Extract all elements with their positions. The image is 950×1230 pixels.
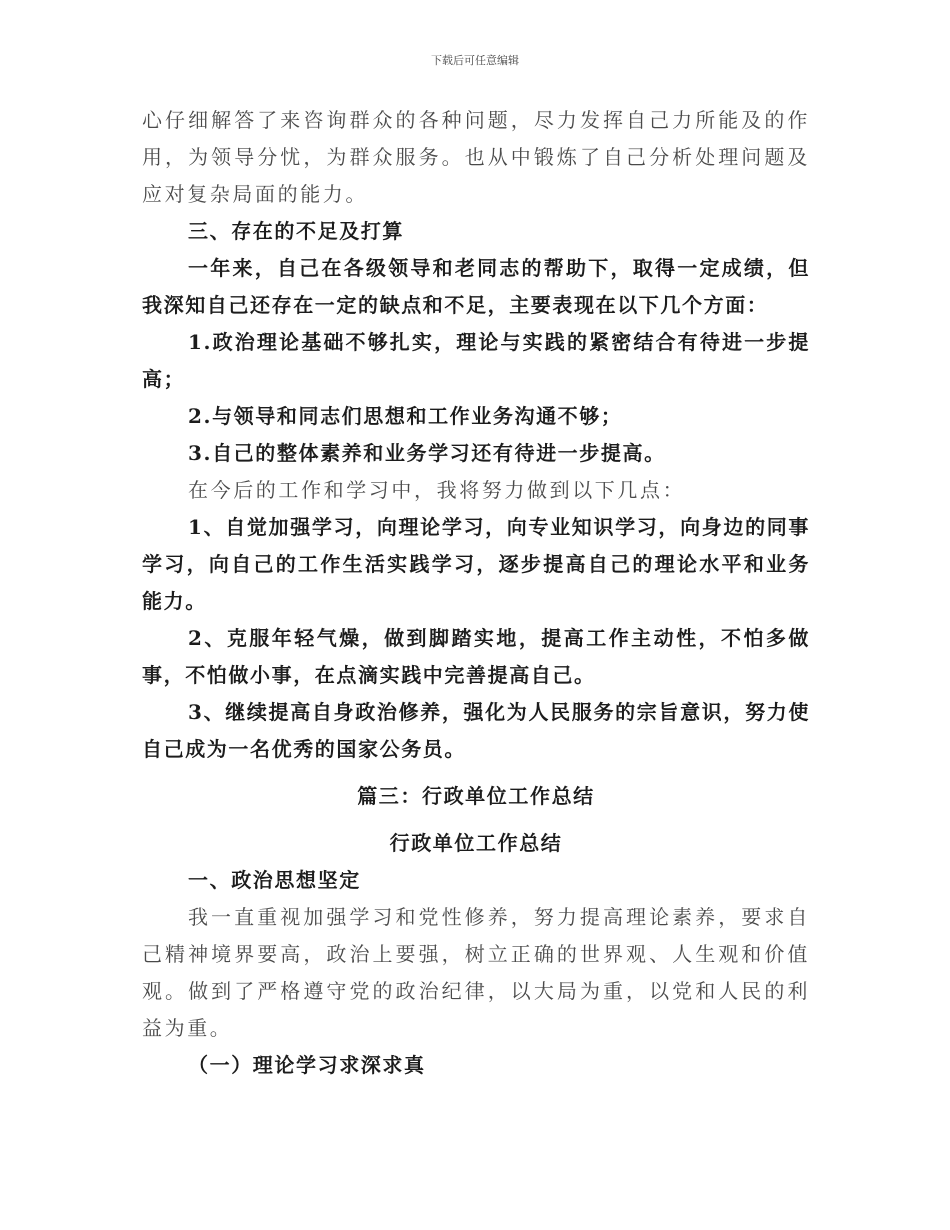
subheading-theory: （一）理论学习求深求真 bbox=[188, 1053, 426, 1077]
plan-item-3: 3、继续提高自身政治修养，强化为人民服务的宗旨意识，努力使自己成为一名优秀的国家公务员。 bbox=[142, 700, 810, 761]
paragraph-continuation: 心仔细解答了来咨询群众的各种问题，尽力发挥自己力所能及的作用，为领导分忧，为群众服务。也从中锻炼了自己分析处理问题及应对复杂局面的能力。 bbox=[142, 108, 810, 206]
plan-item-2: 2、克服年轻气燥，做到脚踏实地，提高工作主动性，不怕多做事，不怕做小事，在点滴实践中完善提高自己。 bbox=[142, 626, 810, 687]
document-title: 行政单位工作总结 bbox=[389, 831, 563, 855]
paragraph-summary: 一年来，自己在各级领导和老同志的帮助下，取得一定成绩，但我深知自己还存在一定的缺点和不足，主要表现在以下几个方面： bbox=[142, 256, 810, 317]
page-header-note: 下载后可任意编辑 bbox=[431, 54, 519, 67]
plan-item-1: 1、自觉加强学习，向理论学习，向专业知识学习，向身边的同事学习，向自己的工作生活实践学习，逐步提高自己的理论水平和业务能力。 bbox=[142, 515, 810, 613]
heading-shortcomings: 三、存在的不足及打算 bbox=[188, 219, 404, 243]
document-body bbox=[142, 102, 810, 1084]
section-title: 篇三：行政单位工作总结 bbox=[357, 784, 595, 808]
list-item-2: 2.与领导和同志们思想和工作业务沟通不够； bbox=[188, 404, 623, 428]
list-item-1: 1.政治理论基础不够扎实，理论与实践的紧密结合有待进一步提高； bbox=[142, 330, 810, 391]
paragraph-plan-intro: 在今后的工作和学习中，我将努力做到以下几点： bbox=[188, 478, 686, 502]
heading-political: 一、政治思想坚定 bbox=[188, 868, 361, 892]
list-item-3: 3.自己的整体素养和业务学习还有待进一步提高。 bbox=[188, 441, 666, 465]
paragraph-political: 我一直重视加强学习和党性修养，努力提高理论素养，要求自己精神境界要高，政治上要强，树立正确的世界观、人生观和价值观。做到了严格遵守党的政治纪律，以大局为重，以党和人民的利益为重。 bbox=[142, 905, 810, 1040]
